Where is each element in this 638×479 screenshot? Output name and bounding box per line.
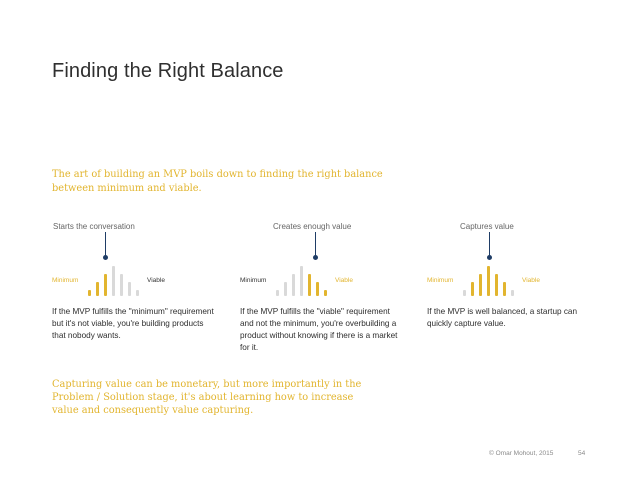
balance-bar [96,282,99,296]
balance-bar [128,282,131,296]
balance-bars [86,264,142,296]
balance-bar [284,282,287,296]
balance-bar [300,266,303,296]
caption-creates-value: Creates enough value [273,222,352,231]
balance-bars [274,264,330,296]
balance-bar [88,290,91,296]
balance-bar [136,290,139,296]
balance-marker-dot [313,255,318,260]
intro-text: The art of building an MVP boils down to finding the right balance between minimum and viable. [52,169,383,194]
balance-bar [503,282,506,296]
balance-bar [276,290,279,296]
balance-bar [463,290,466,296]
outro-text: Capturing value can be monetary, but more importantly in the Problem / Solution stage, it's about learning how to increase value and consequently value capturing. [52,379,362,416]
description-3: If the MVP is well balanced, a startup can quickly capture value. [427,307,578,328]
slide-title: Finding the Right Balance [52,60,284,82]
balance-marker-line [315,232,316,256]
viable-label: Viable [335,277,353,284]
balance-bar [308,274,311,296]
balance-bar [511,290,514,296]
balance-marker-dot [487,255,492,260]
balance-bar [292,274,295,296]
caption-starts-conversation: Starts the conversation [53,222,135,231]
viable-label: Viable [147,277,165,284]
caption-captures-value: Captures value [460,222,514,231]
balance-marker-line [489,232,490,256]
copyright: © Omar Mohout, 2015 [489,450,554,457]
minimum-label: Minimum [52,277,79,284]
balance-bar [471,282,474,296]
balance-bar [120,274,123,296]
balance-bar [316,282,319,296]
minimum-label: Minimum [427,277,454,284]
balance-bar [495,274,498,296]
description-1: If the MVP fulfills the "minimum" requirement but it's not viable, you're building products that nobody wants. [52,307,214,340]
balance-bar [487,266,490,296]
balance-bar [112,266,115,296]
balance-bar [104,274,107,296]
balance-bars [461,264,517,296]
minimum-label: Minimum [240,277,267,284]
description-2: If the MVP fulfills the "viable" requirement and not the minimum, you're overbuilding a product without knowing if there is a market for it. [240,307,398,352]
viable-label: Viable [522,277,540,284]
balance-bar [479,274,482,296]
page-number: 54 [578,450,586,457]
balance-marker-line [105,232,106,256]
balance-marker-dot [103,255,108,260]
balance-bar [324,290,327,296]
